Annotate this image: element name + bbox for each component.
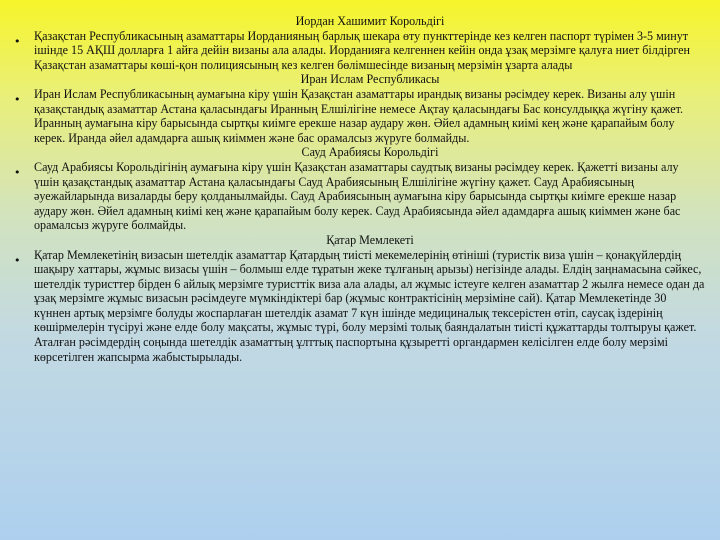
- section-text: Қазақстан Республикасының азаматтары Иорданияның барлық шекара өту пункттерінде кез келген паспорт түрімен 3-5 минут ішінде 15 АҚШ долларға 1 айға дейін визаны ала алады. Иорданияға келгеннен кейін онда ұзақ мерзімге қалуға ниет білдірген Қазақстан азаматтары көші-қон полициясының кез келген бөлімшесінде визаның мерзімін ұзарта алады: [34, 28, 691, 72]
- section-heading: Қатар Мемлекеті: [326, 232, 414, 247]
- bullet-icon: •: [14, 166, 21, 180]
- bullet-icon: •: [14, 93, 21, 107]
- section-saudi-arabia: [14, 145, 706, 233]
- section-iran: [14, 72, 706, 145]
- section-text: Иран Ислам Республикасының аумағына кіру үшін Қазақстан азаматтары ирандық визаны рәсімдеу керек. Визаны алу үшін қазақстандық азаматтар Астана қаласындағы Иранның Елшілігіне немесе Ақтау қаласындағы Бас консулдыққа жүгіну қажет. Иранның аумағына кіру барысында сыртқы киімге ерекше назар аудару жөн. Әйел адамның киімі кең және қарапайым болу керек. Иранда әйел адамдарға ашық киіммен және бас орамалсыз жүруге болмайды.: [34, 86, 683, 145]
- section-heading: Иран Ислам Республикасы: [300, 72, 440, 87]
- bullet-icon: •: [14, 253, 21, 267]
- section-text: Сауд Арабиясы Корольдігінің аумағына кіру үшін Қазақстан азаматтары саудтық визаны рәсімдеу керек. Қажетті визаны алу үшін қазақстандық азаматтар Астана қаласындағы Сауд Арабиясының Елшілігіне жүгіну қажет. Сауд Арабиясының әуежайларында визаларды беру қолданылмайды. Сауд Арабиясының аумағына кіру барысында сыртқы киімге ерекше назар аудару жөн. Әйел адамның киімі кең және қарапайым болу керек. Сауд Арабиясында әйел адамдарға ашық киіммен және бас орамалсыз жүруге болмайды.: [34, 159, 681, 233]
- country-list: [14, 14, 706, 364]
- section-heading: Иордан Хашимит Корольдігі: [295, 14, 445, 28]
- section-text: Қатар Мемлекетінің визасын шетелдік азаматтар Қатардың тиісті мекемелерінің өтініші (туристік виза үшін – қонақүйлердің шақыру хаттары, жұмыс визасы үшін – болмыш елде тұратын жеке тұлғаның арызы) негізінде алады. Елдің заңнамасына сәйкес, шетелдік туристтер бірден 6 айлық мерзімге туристтік виза ала алады, ал жұмыс істеуге келген азаматтар 2 жылға немесе одан да ұзақ мерзімге жұмыс визасын рәсімдеуге мүмкіндіктері бар (жұмыс контрактісінің мерзіміне сай). Қатар Мемлекетінде 30 күннен артық мерзімге болуды жоспарлаған шетелдік азамат 7 күн ішінде медициналық тексерістен өтіп, саусақ іздерінің көшірмелерін түсіруі және елде болу мақсаты, жұмыс түрі, болу мерзімі толық баяндалатын тиісті құжаттарды толтыруы қажет. Аталған рәсімдердің соңында шетелдік азаматтың ұлттық паспортына құзыретті органдармен келісілген елде болу мерзімі көрсетілген жапсырма жабыстырылады.: [34, 247, 705, 364]
- bullet-icon: •: [14, 35, 21, 48]
- section-qatar: [14, 233, 706, 364]
- section-jordan: [14, 14, 706, 72]
- section-heading: Сауд Арабиясы Корольдігі: [301, 145, 439, 160]
